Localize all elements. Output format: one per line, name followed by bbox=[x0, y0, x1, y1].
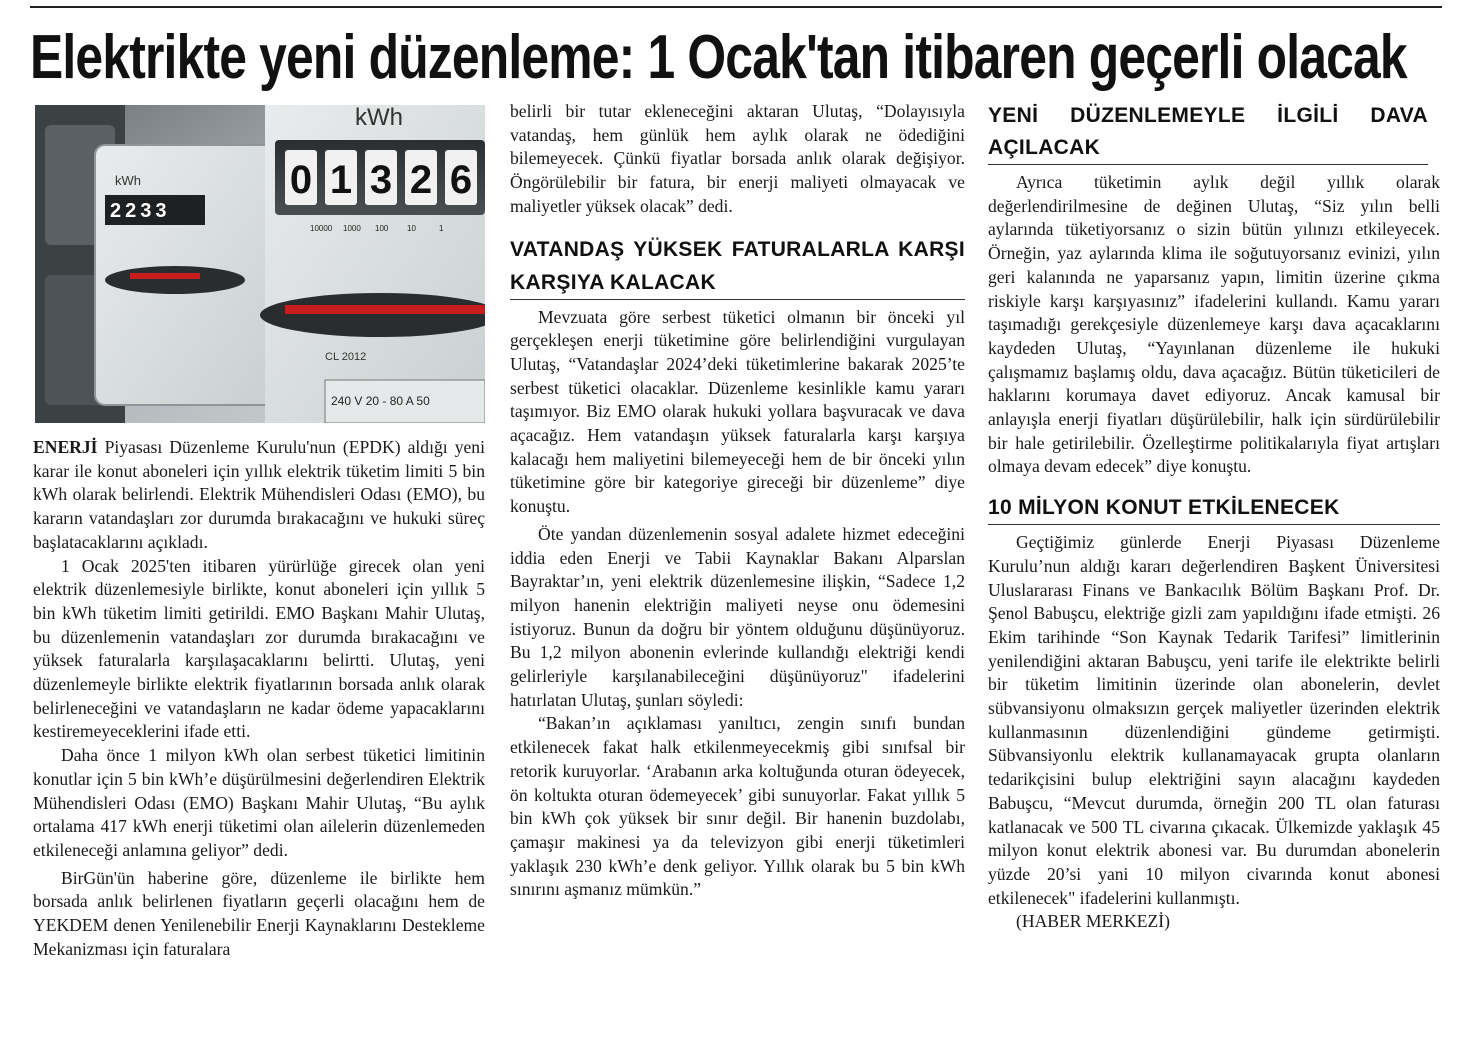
meter-digit: 3 bbox=[369, 158, 393, 202]
dial-mark: 100 bbox=[375, 224, 389, 233]
column-1 bbox=[33, 436, 485, 961]
subhead-10-milyon: 10 MİLYON KONUT ETKİLENECEK bbox=[988, 491, 1440, 525]
meter-digit: 6 bbox=[449, 158, 473, 202]
column-3 bbox=[988, 100, 1440, 934]
column-2 bbox=[510, 100, 965, 902]
paragraph: Daha önce 1 milyon kWh olan serbest tüketici limitinin konutlar için 5 bin kWh’e düşürülmesini değerlendiren Elektrik Mühendisleri Odası (EMO) Başkanı Mahir Ulutaş, “Bu aylık ortalama 417 kWh enerji tüketimi olan ailelerin düzenlemeden etkileneceği anlamına geliyor” dedi. bbox=[33, 745, 485, 860]
small-meter-digits: 2233 bbox=[110, 200, 171, 222]
paragraph: 1 Ocak 2025'ten itibaren yürürlüğe girecek olan yeni elektrik düzenlemesiyle birlikte, konut aboneleri için yıllık 5 bin kWh tüketim limiti getirildi. EMO Başkanı Mahir Ulutaş, bu düzenlemenin vatandaşları zor durumda bırakacağını ve yüksek faturalarla karşılaşacaklarını belirtti. Ulutaş, yeni düzenlemeyle birlikte elektrik fiyatlarının borsada anlık olarak belirleneceğini ve vatandaşların ne kadar ödeme yapacaklarını kestiremeyeceklerini ifade etti. bbox=[33, 555, 485, 742]
dial-mark: 10 bbox=[407, 224, 416, 233]
dial-mark: 1000 bbox=[343, 224, 361, 233]
meter-digit: 2 bbox=[409, 158, 433, 202]
small-meter-unit: kWh bbox=[115, 173, 141, 188]
dial-mark: 1 bbox=[439, 224, 444, 233]
headline: Elektrikte yeni düzenleme: 1 Ocak'tan itibaren geçerli olacak bbox=[30, 23, 1407, 92]
paragraph: Geçtiğimiz günlerde Enerji Piyasası Düzenleme Kurulu’nun aldığı kararı değerlendiren Başkent Üniversitesi Uluslararası Finans ve Bankacılık Bölüm Başkanı Prof. Dr. Şenol Babuşcu, elektriğe gizli zam yapıldığını ifade etmişti. 26 Ekim tarihinde “Son Kaynak Tedarik Tarifesi” limitlerinin yenilendiğini aktaran Babuşcu, yeni tarife ile elektrikte belirli bir tüketim limitinin üzerinde olan abonelerin, devlet sübvansiyonu olmaksızın gerçek maliyetler üzerinden elektrik kullanmasının düzenlendiğini gündeme getirmişti. Sübvansiyonlu elektrik kullanamayacak grupta olanların tedarikçisini bulup elektriğini sayın alacağını kaydeden Babuşcu, “Mevcut durumda, örneğin 200 TL olan faturası katlanacak ve 500 TL civarına çıkacak. Ülkemizde yaklaşık 45 milyon konut elektrik abonesi var. Bu durumdan abonelerin yüzde 20’si yani 10 milyon civarında konut abonesi etkilenecek" ifadelerini kullanmıştı. bbox=[988, 532, 1440, 908]
top-rule bbox=[30, 6, 1442, 8]
meter-illustration bbox=[35, 105, 485, 423]
paragraph: Mevzuata göre serbest tüketici olmanın bir önceki yıl gerçekleşen enerji tüketimine göre belirlendiğini vurgulayan Ulutaş, “Vatandaşlar 2024’deki tüketimlerine bakarak 2025’te serbest tüketici olacaklar. Düzenleme kesinlikle kamu yararı taşımıyor. Biz EMO olarak hukuki yollara başvuracak ve dava açacağız. Hem vatandaşın yüksek faturalarla karşı karşıya kalacağı hem maliyetini bilemeyeceği hem de bir önceki yılın tüketimine göre bir kategoriye gireceği bir düzenleme” diye konuştu. bbox=[510, 306, 965, 517]
lead-word: ENERJİ bbox=[33, 437, 98, 457]
meter-class-label: CL 2012 bbox=[325, 351, 367, 363]
paragraph: BirGün'ün haberine göre, düzenleme ile birlikte hem borsada anlık belirlenen fiyatların geçerli olacağını hem de YEKDEM denen Yenilenebilir Enerji Kaynaklarını Destekleme Mekanizması için faturalara bbox=[33, 867, 485, 959]
paragraph: belirli bir tutar ekleneceğini aktaran Ulutaş, “Dolayısıyla vatandaş, hem günlük hem aylık olarak ne ödediğini bilemeyecek. Çünkü fiyatlar borsada anlık olarak değişiyor. Öngörülebilir bir fatura, bir enerji maliyeti olmayacak ve maliyetler yüksek olacak” dedi. bbox=[510, 101, 965, 216]
meter-digit: 1 bbox=[329, 158, 353, 202]
paragraph: “Bakan’ın açıklaması yanıltıcı, zengin sınıfı bundan etkilenecek fakat halk etkilenmeyecekmiş gibi sınıfsal bir retorik kuruyorlar. ‘Arabanın arka koltuğunda oturan ödeyecek, ön koltukta oturan ödemeyecek’ gibi sunuyorlar. Fakat yıllık 5 bin kWh çok yüksek bir sınır değil. Bir hanenin buzdolabı, çamaşır makinesi ya da televizyon gibi enerji tüketimleri yaklaşık 230 kWh’e denk geliyor. Yıllık olarak bu 5 bin kWh sınırını aşmanız mümkün.” bbox=[510, 713, 965, 900]
meter-unit-label: kWh bbox=[355, 105, 403, 131]
meter-digit: 0 bbox=[289, 158, 313, 202]
dial-mark: 10000 bbox=[310, 224, 333, 233]
meter-rating-label: 240 V 20 - 80 A 50 bbox=[331, 394, 430, 408]
electricity-meter-photo bbox=[35, 105, 485, 423]
paragraph-text: Piyasası Düzenleme Kurulu'nun (EPDK) aldığı yeni karar ile konut aboneleri için yıllık elektrik tüketim limiti 5 bin kWh olarak belirlendi. Elektrik Mühendisleri Odası (EMO), bu kararın vatandaşları zor durumda bırakacağını ve hukuki süreç başlatacaklarını açıkladı. bbox=[33, 437, 485, 552]
paragraph bbox=[33, 436, 485, 555]
paragraph: Öte yandan düzenlemenin sosyal adalete hizmet edeceğini iddia eden Enerji ve Tabii Kaynaklar Bakanı Alparslan Bayraktar’ın, yeni elektrik düzenlemesine ilişkin, “Sadece 1,2 milyon hanenin elektriğin maliyeti neyse onu ödemesini istiyoruz. Bunun da doğru bir yöntem olduğunu düşünüyoruz. Bu 1,2 milyon abonenin evlerinde kullandığı elektriği kendi gelirleriyle karşılanabileceğini düşünüyoruz" ifadelerini hatırlatan Ulutaş, şunları söyledi: bbox=[510, 523, 965, 710]
subhead-dava: YENİ DÜZENLEMEYLE İLGİLİ DAVA AÇILACAK bbox=[988, 100, 1428, 165]
byline: (HABER MERKEZİ) bbox=[1016, 911, 1170, 932]
paragraph: Ayrıca tüketimin aylık değil yıllık olarak değerlendirilmesine de değinen Ulutaş, “Siz yılın belli aylarında tüketiyorsanız o sizin bütün yılınızı etkileyecek. Örneğin, yaz aylarında klima ile soğutuyorsanız evinizi, yılın geri kalanında ne yaparsanız yapın, limitin üzerine çıkma riskiyle karşı karşıyasınız” ifadelerini kullandı. Kamu yararı taşımadığı gerekçesiyle düzenlemeye karşı dava açacaklarını kaydeden Ulutaş, “Yayınlanan düzenleme ile hukuki çalışmamız başlamış oldu, dava açacağız. Bütün tüketicileri de haklarını korumaya davet ediyoruz. Ancak kamusal bir anlayışla enerji fiyatları düşürülebilir, halk için sürdürülebilir bir hale getirilebilir. Özelleştirme politikalarıyla fiyat artışları olmaya devam edecek” diye konuştu. bbox=[988, 172, 1440, 477]
subhead-vatandas: VATANDAŞ YÜKSEK FATURALARLA KARŞI KARŞIYA KALACAK bbox=[510, 233, 965, 300]
